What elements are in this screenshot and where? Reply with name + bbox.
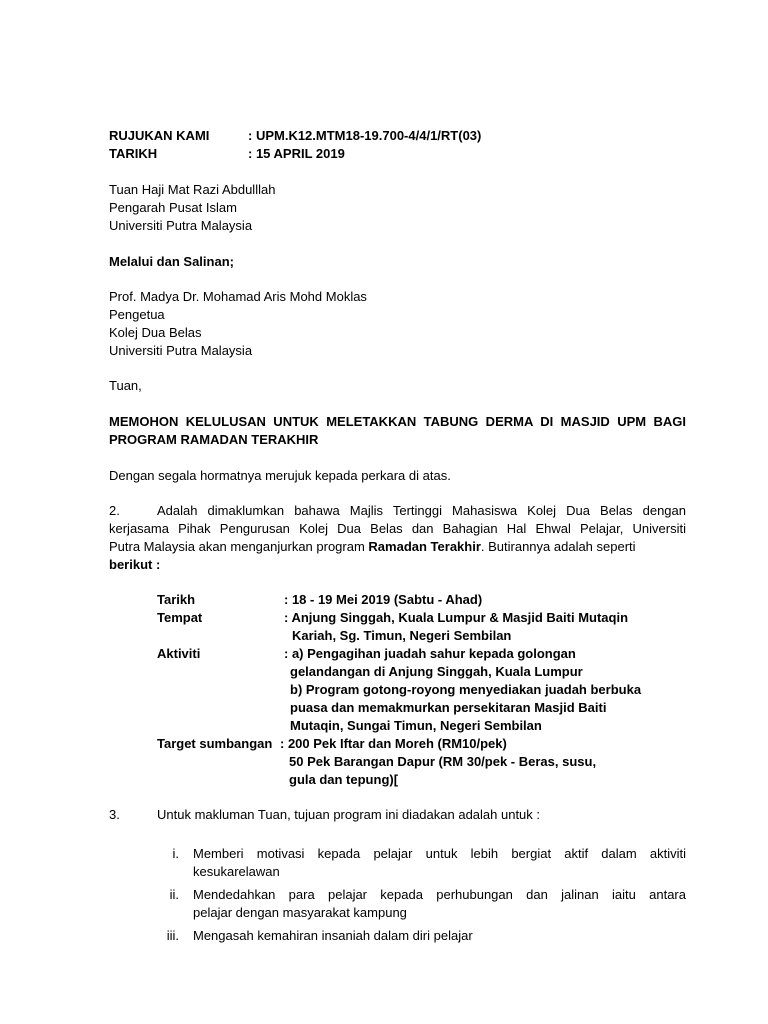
- subject-line-2: PROGRAM RAMADAN TERAKHIR: [109, 432, 319, 447]
- recipient-org: Universiti Putra Malaysia: [109, 218, 253, 233]
- para2-line-3-post: . Butirannya adalah seperti: [480, 539, 636, 554]
- detail-aktiviti-b-2: puasa dan memakmurkan persekitaran Masjid Baiti: [290, 700, 607, 715]
- subject-line-1: MEMOHON KELULUSAN UNTUK MELETAKKAN TABUNG DERMA DI MASJID UPM BAGI: [109, 414, 686, 429]
- list-item-1-line-1: Memberi motivasi kepada pelajar untuk lebih bergiat aktif dalam aktiviti: [193, 846, 686, 861]
- para2-line-4: berikut :: [109, 557, 161, 572]
- detail-tempat-value-1: : Anjung Singgah, Kuala Lumpur & Masjid Baiti Mutaqin: [284, 610, 629, 625]
- via-university: Universiti Putra Malaysia: [109, 343, 253, 358]
- detail-target-value-1: : 200 Pek Iftar dan Moreh (RM10/pek): [280, 736, 507, 751]
- rujukan-value: : UPM.K12.MTM18-19.700-4/4/1/RT(03): [248, 128, 482, 143]
- via-title: Pengetua: [109, 307, 165, 322]
- detail-aktiviti-a-1: : a) Pengagihan juadah sahur kepada golongan: [284, 646, 576, 661]
- list-item-numeral: i.: [172, 846, 179, 861]
- para2-line-3-pre: Putra Malaysia akan menganjurkan program: [109, 539, 369, 554]
- intro-paragraph: Dengan segala hormatnya merujuk kepada perkara di atas.: [109, 468, 451, 483]
- detail-aktiviti-label: Aktiviti: [157, 646, 201, 661]
- recipient-name: Tuan Haji Mat Razi Abdulllah: [109, 182, 276, 197]
- detail-tarikh-value: : 18 - 19 Mei 2019 (Sabtu - Ahad): [284, 592, 483, 607]
- tarikh-label: TARIKH: [109, 146, 158, 161]
- detail-target-value-3: gula dan tepung)[: [289, 772, 399, 787]
- detail-tarikh-label: Tarikh: [157, 592, 196, 607]
- list-item-numeral: iii.: [166, 928, 179, 943]
- list-item-1-line-2: kesukarelawan: [193, 864, 280, 879]
- detail-aktiviti-a-2: gelandangan di Anjung Singgah, Kuala Lumpur: [290, 664, 583, 679]
- via-heading: Melalui dan Salinan;: [109, 254, 234, 269]
- detail-tempat-value-2: Kariah, Sg. Timun, Negeri Sembilan: [292, 628, 512, 643]
- para3-number: 3.: [109, 807, 120, 822]
- detail-tempat-label: Tempat: [157, 610, 203, 625]
- rujukan-label: RUJUKAN KAMI: [109, 128, 210, 143]
- para2-line-2: kerjasama Pihak Pengurusan Kolej Dua Belas dan Bahagian Hal Ehwal Pelajar, Universiti: [109, 521, 686, 536]
- tarikh-value: : 15 APRIL 2019: [248, 146, 345, 161]
- para3-text: Untuk makluman Tuan, tujuan program ini diadakan adalah untuk :: [157, 807, 541, 822]
- detail-aktiviti-b-1: b) Program gotong-royong menyediakan juadah berbuka: [290, 682, 642, 697]
- detail-aktiviti-b-3: Mutaqin, Sungai Timun, Negeri Sembilan: [290, 718, 542, 733]
- list-item-numeral: ii.: [169, 887, 179, 902]
- program-name: Ramadan Terakhir: [368, 539, 481, 554]
- via-name: Prof. Madya Dr. Mohamad Aris Mohd Moklas: [109, 289, 367, 304]
- salutation: Tuan,: [109, 378, 142, 393]
- via-college: Kolej Dua Belas: [109, 325, 202, 340]
- para2-number: 2.: [109, 503, 120, 518]
- list-item-3-line-1: Mengasah kemahiran insaniah dalam diri pelajar: [193, 928, 473, 943]
- detail-target-label: Target sumbangan: [157, 736, 273, 751]
- para2-line-3: [109, 538, 686, 556]
- detail-target-value-2: 50 Pek Barangan Dapur (RM 30/pek - Beras, susu,: [289, 754, 597, 769]
- recipient-title: Pengarah Pusat Islam: [109, 200, 237, 215]
- list-item-2-line-2: pelajar dengan masyarakat kampung: [193, 905, 407, 920]
- list-item-2-line-1: Mendedahkan para pelajar kepada perhubungan dan jalinan iaitu antara: [193, 887, 686, 902]
- para2-line-1: Adalah dimaklumkan bahawa Majlis Tertinggi Mahasiswa Kolej Dua Belas dengan: [157, 503, 686, 518]
